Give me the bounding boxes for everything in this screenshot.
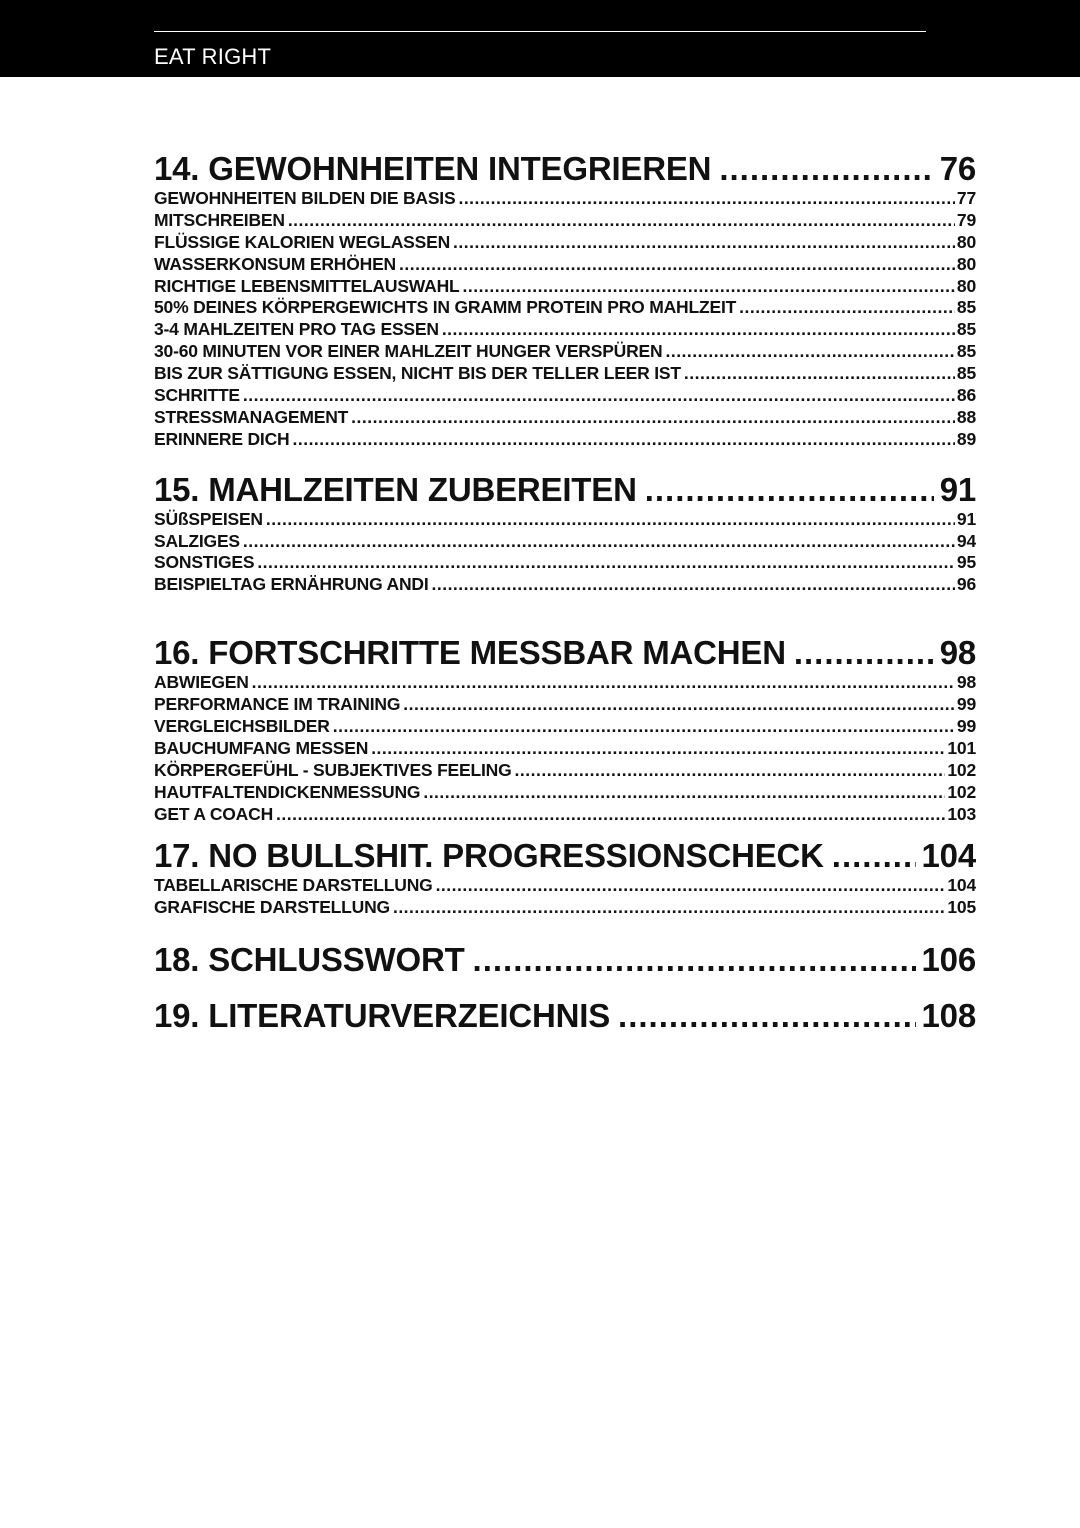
dot-leader [684,363,955,385]
chapter-page: 76 [939,150,976,187]
chapter-page: 108 [921,997,976,1035]
toc-entry[interactable] [154,716,976,738]
chapter-page: 98 [939,634,976,672]
table-of-contents [154,150,976,1045]
dot-leader [243,531,955,553]
dot-leader [453,232,955,254]
dot-leader [266,509,955,531]
entry-page: 80 [956,231,976,252]
toc-section [154,837,976,919]
dot-leader [399,254,955,276]
chapter-title: 17. NO BULLSHIT. PROGRESSIONSCHECK [154,837,824,875]
dot-leader [832,837,916,875]
dot-leader [794,634,934,672]
dot-leader [423,782,945,804]
header-rule [154,31,926,32]
toc-chapter-entry[interactable] [154,837,976,875]
chapter-title: 16. FORTSCHRITTE MESSBAR MACHEN [154,634,786,672]
dot-leader [618,997,915,1035]
entry-page: 101 [947,737,976,758]
dot-leader [288,210,955,232]
toc-entry[interactable] [154,694,976,716]
dot-leader [665,341,954,363]
entry-page: 79 [956,209,976,230]
header-bar [0,0,1080,77]
entry-page: 85 [956,297,976,318]
dot-leader [276,804,945,826]
entry-title: GEWOHNHEITEN BILDEN DIE BASIS [154,188,456,208]
chapter-page: 91 [939,470,976,508]
entry-page: 80 [956,253,976,274]
toc-entry[interactable] [154,672,976,694]
toc-entry[interactable] [154,574,976,596]
dot-leader [393,897,945,919]
entry-page: 86 [956,385,976,406]
dot-leader [463,276,955,298]
toc-entry[interactable] [154,232,976,254]
dot-leader [351,407,955,429]
toc-entry[interactable] [154,319,976,341]
entry-page: 91 [956,508,976,529]
entry-title: RICHTIGE LEBENSMITTELAUSWAHL [154,275,460,296]
toc-entry[interactable] [154,363,976,385]
entry-title: 3-4 MAHLZEITEN PRO TAG ESSEN [154,319,439,340]
chapter-title: 15. MAHLZEITEN ZUBEREITEN [154,470,637,508]
entry-title: BIS ZUR SÄTTIGUNG ESSEN, NICHT BIS DER TELLER LEER IST [154,363,681,384]
dot-leader [292,429,954,451]
dot-leader [257,552,955,574]
toc-entry[interactable] [154,897,976,919]
toc-chapter-entry[interactable] [154,471,976,509]
entry-title: GRAFISCHE DARSTELLUNG [154,897,390,918]
dot-leader [431,574,954,596]
entry-title: 50% DEINES KÖRPERGEWICHTS IN GRAMM PROTEIN PRO MAHLZEIT [154,297,737,318]
toc-entry[interactable] [154,341,976,363]
entry-title: 30-60 MINUTEN VOR EINER MAHLZEIT HUNGER VERSPÜREN [154,341,663,362]
entry-page: 85 [956,341,976,362]
toc-entry[interactable] [154,760,976,782]
dot-leader [243,385,955,407]
toc-section [154,471,976,597]
entry-title: KÖRPERGEFÜHL - SUBJEKTIVES FEELING [154,759,512,780]
toc-entry[interactable] [154,875,976,897]
entry-title: SCHRITTE [154,385,240,406]
entry-title: FLÜSSIGE KALORIEN WEGLASSEN [154,231,451,252]
entry-title: HAUTFALTENDICKENMESSUNG [154,781,421,802]
toc-entry[interactable] [154,782,976,804]
entry-page: 89 [956,428,976,449]
dot-leader [333,716,955,738]
entry-page: 99 [956,716,976,737]
toc-chapter-entry[interactable] [154,997,976,1035]
entry-page: 99 [956,694,976,715]
entry-title: MITSCHREIBEN [154,209,285,230]
toc-entry[interactable] [154,407,976,429]
chapter-title: 18. SCHLUSSWORT [154,941,465,979]
toc-entry[interactable] [154,804,976,826]
entry-title: ABWIEGEN [154,672,249,693]
entry-title: WASSERKONSUM ERHÖHEN [154,253,396,274]
dot-leader [371,738,945,760]
entry-title: BEISPIELTAG ERNÄHRUNG ANDI [154,574,429,595]
entry-title: VERGLEICHSBILDER [154,716,330,737]
toc-entry[interactable] [154,738,976,760]
toc-entry[interactable] [154,210,976,232]
entry-title: PERFORMANCE IM TRAINING [154,694,401,715]
entry-page: 104 [947,875,976,896]
entry-title: ERINNERE DICH [154,428,290,449]
entry-page: 105 [947,897,976,918]
entry-page: 94 [956,530,976,551]
toc-section [154,150,976,451]
entry-page: 95 [956,552,976,573]
entry-title: SONSTIGES [154,552,255,573]
toc-entry[interactable] [154,297,976,319]
toc-section [154,997,976,1035]
entry-page: 80 [956,275,976,296]
entry-title: SALZIGES [154,530,240,551]
toc-entry[interactable] [154,385,976,407]
entry-page: 98 [956,672,976,693]
toc-entry[interactable] [154,429,976,451]
entry-page: 85 [956,363,976,384]
chapter-page: 104 [921,837,976,875]
toc-entry[interactable] [154,552,976,574]
dot-leader [436,875,946,897]
entry-page: 96 [956,574,976,595]
toc-entry[interactable] [154,509,976,531]
chapter-title: 14. GEWOHNHEITEN INTEGRIEREN [154,150,712,187]
entry-title: TABELLARISCHE DARSTELLUNG [154,875,433,896]
dot-leader [252,672,955,694]
toc-section [154,941,976,979]
entry-page: 77 [956,188,976,208]
entry-page: 102 [947,781,976,802]
entry-page: 85 [956,319,976,340]
toc-entry[interactable] [154,254,976,276]
entry-title: STRESSMANAGEMENT [154,406,349,427]
dot-leader [458,188,954,210]
toc-chapter-entry[interactable] [154,941,976,979]
toc-entry[interactable] [154,188,976,210]
toc-entry[interactable] [154,276,976,298]
entry-title: SÜßSPEISEN [154,508,263,529]
toc-section [154,634,976,825]
toc-chapter-entry[interactable] [154,150,976,188]
chapter-page: 106 [921,941,976,979]
dot-leader [403,694,955,716]
header-title: EAT RIGHT [154,44,272,69]
entry-page: 102 [947,759,976,780]
entry-title: BAUCHUMFANG MESSEN [154,737,369,758]
dot-leader [739,297,955,319]
entry-page: 88 [956,406,976,427]
dot-leader [719,150,933,188]
toc-entry[interactable] [154,531,976,553]
dot-leader [473,941,916,979]
dot-leader [645,471,934,509]
entry-title: GET A COACH [154,803,274,824]
dot-leader [515,760,946,782]
dot-leader [442,319,955,341]
entry-page: 103 [947,803,976,824]
toc-chapter-entry[interactable] [154,634,976,672]
chapter-title: 19. LITERATURVERZEICHNIS [154,997,611,1035]
